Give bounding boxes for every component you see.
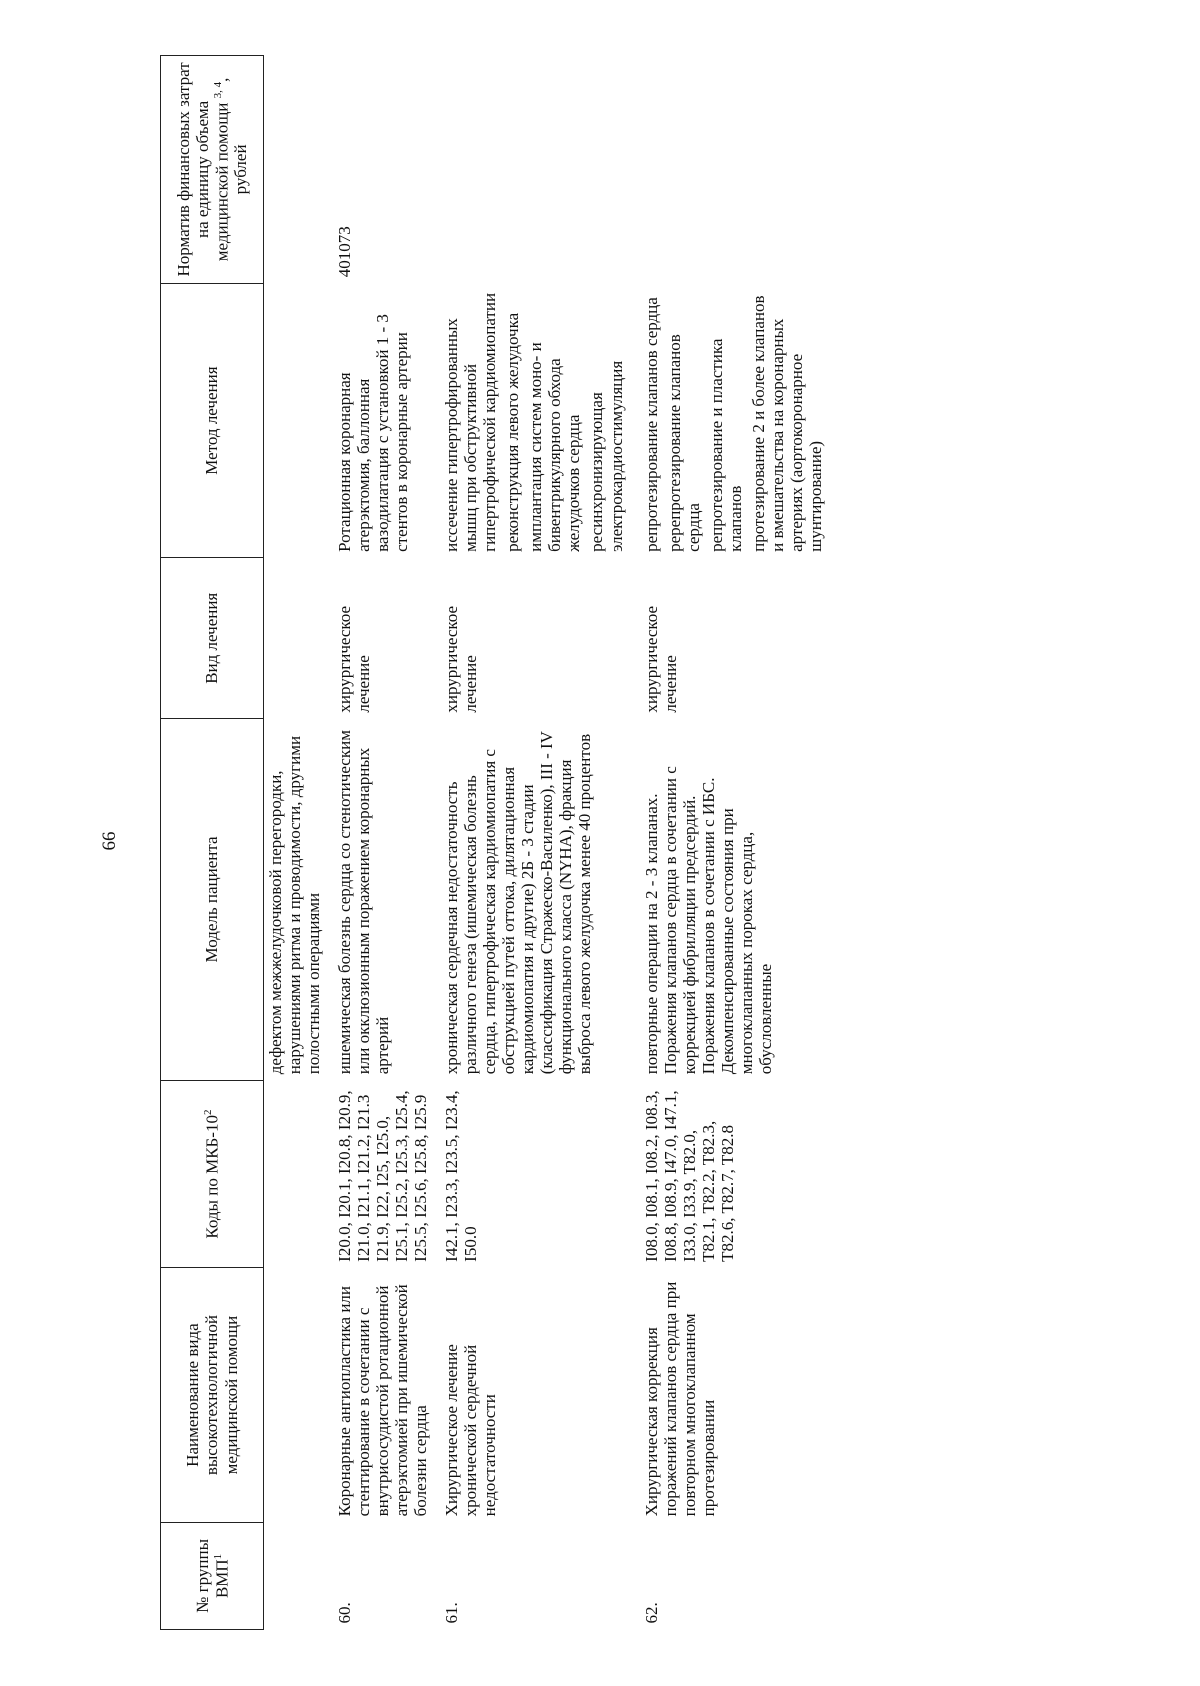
- table-header-row: [161, 56, 264, 1630]
- care-type-name: Хирургическая коррекция поражений клапанов сердца при повторном многоклапанном протезировании: [641, 1281, 718, 1517]
- table-row: [331, 56, 438, 1630]
- icd-codes: I42.1, I23.3, I23.5, I23.4, I50.0: [442, 1090, 481, 1262]
- cost-norm: [438, 56, 637, 284]
- header-treatment-kind: Вид лечения: [161, 558, 264, 719]
- header-cost-norm: Норматив финансовых затрат на единицу объема медицинской помощи $^{3, 4}$, рублей: [161, 56, 264, 284]
- header-icd-codes: Коды по МКБ-$10^2$: [161, 1080, 264, 1268]
- group-number: 61.: [442, 1602, 462, 1624]
- table-row: [638, 56, 837, 1630]
- treatment-method-item: реконструкция левого желудочка: [503, 312, 523, 552]
- header-patient-model: Модель пациента: [161, 719, 264, 1081]
- patient-model: хроническая сердечная недостаточность различного генеза (ишемическая болезнь сердца, гипертрофическая кардиомиопатия с обструкцией путей оттока, дилятационная кардиомиопатия и другие) 2Б - 3 стадии (классификация Стражеско-Василенко), III - IV функционального класса (NYHA), фракция выброса левого желудочка менее 40 процентов: [442, 731, 595, 1075]
- care-type-name: Коронарные ангиопластика или стентирование в сочетании с внутрисосудистой ротационной атерэктомией при ишемической болезни сердца: [335, 1284, 431, 1517]
- cost-norm: [638, 56, 837, 284]
- treatment-method-item: ресинхронизирующая электрокардиостимуляция: [587, 360, 626, 552]
- table-row: [438, 56, 637, 1630]
- treatment-method-item: имплантация систем моно- и бивентрикулярного обхода желудочков сердца: [526, 342, 584, 552]
- treatment-method-item: ререпротезирование клапанов сердца: [664, 334, 703, 552]
- table-row-continuation: [264, 56, 332, 1630]
- patient-model: повторные операции на 2 - 3 клапанах. Поражения клапанов сердца в сочетании с коррекцией фибрилляции предсердий. Поражения клапанов в сочетании с ИБС. Декомпенсированные состояния при многоклапанных пороках сердца, обусловленные: [641, 766, 775, 1075]
- treatment-methods: [638, 283, 837, 558]
- treatment-methods: [438, 283, 637, 558]
- group-number: 60.: [335, 1602, 355, 1624]
- treatment-method-item: Ротационная коронарная атерэктомия, баллонная вазодилатация с установкой 1 - 3 стентов в коронарные артерии: [335, 314, 412, 552]
- treatment-method-item: протезирование 2 и более клапанов и вмешательства на коронарных артериях (аортокоронарное шунтирование): [748, 295, 825, 552]
- treatment-method-item: репротезирование клапанов сердца: [641, 297, 661, 552]
- rotated-page-content: [160, 55, 1060, 1630]
- group-number: 62.: [641, 1602, 661, 1624]
- treatment-kind: хирургическое лечение: [335, 605, 374, 713]
- header-group-number: № группы ВМП$^1$: [161, 1522, 264, 1629]
- continuation-model-cell: дефектом межжелудочковой перегородки, нарушениями ритма и проводимости, другими полостными операциями: [266, 735, 324, 1075]
- treatment-method-item: репротезирование и пластика клапанов: [706, 338, 745, 552]
- treatment-kind: хирургическое лечение: [641, 605, 680, 713]
- patient-model: ишемическая болезнь сердца со стенотическим или окклюзионным поражением коронарных артерий: [335, 730, 393, 1075]
- treatment-methods: [331, 283, 438, 558]
- icd-codes: I08.0, I08.1, I08.2, I08.3, I08.8, I08.9, I47.0, I47.1, I33.0, I33.9, T82.0, T82.1, T82.2, T82.3, T82.6, T82.7, T82.8: [641, 1090, 737, 1262]
- icd-codes: I20.0, I20.1, I20.8, I20.9, I21.0, I21.1, I21.2, I21.3 I21.9, I22, I25, I25.0, I25.1, I25.2, I25.3, I25.4, I25.5, I25.6, I25.8, I25.9: [335, 1090, 431, 1262]
- header-treatment-method: Метод лечения: [161, 283, 264, 558]
- cost-norm: 401073: [335, 226, 355, 278]
- page-number: 66: [99, 831, 120, 851]
- vmp-table: [160, 55, 837, 1630]
- treatment-kind: хирургическое лечение: [442, 605, 481, 713]
- treatment-method-item: иссечение гипертрофированных мышц при обструктивной гипертрофической кардиомиопатии: [442, 292, 500, 552]
- care-type-name: Хирургическое лечение хронической сердечной недостаточности: [442, 1344, 500, 1517]
- header-care-type-name: Наименование вида высокотехнологичной медицинской помощи: [161, 1268, 264, 1523]
